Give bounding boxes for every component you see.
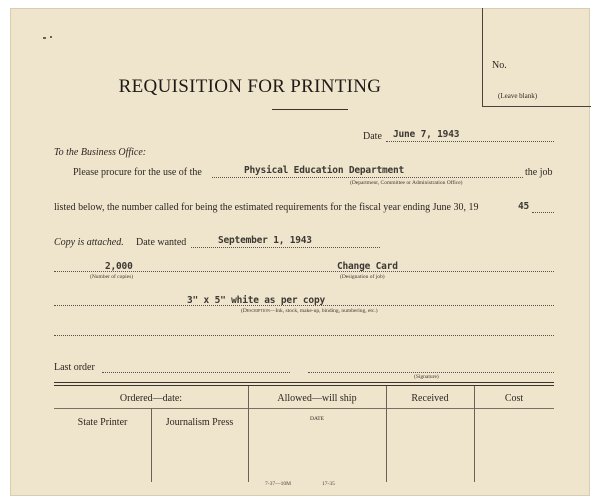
copies-value: 2,000 bbox=[105, 261, 133, 272]
fiscal-year-value: 45 bbox=[518, 201, 530, 212]
copy-attached-label: Copy is attached. bbox=[54, 237, 124, 248]
description-caption bbox=[241, 308, 378, 314]
ordered-date-header: Ordered—date: bbox=[119, 393, 183, 404]
description-caption-head: (Description bbox=[241, 308, 270, 314]
date-line bbox=[386, 141, 554, 142]
last-order-line bbox=[102, 372, 290, 373]
job-caption: (Designation of job) bbox=[340, 274, 385, 280]
signature-caption: (Signature) bbox=[414, 374, 439, 380]
date-wanted-value: September 1, 1943 bbox=[218, 235, 312, 246]
date-wanted-line bbox=[191, 247, 380, 248]
allowed-header: Allowed—will ship bbox=[277, 393, 357, 404]
date-wanted-label: Date wanted bbox=[136, 237, 187, 248]
date-value: June 7, 1943 bbox=[393, 129, 460, 140]
number-label: No. bbox=[492, 60, 507, 71]
extra-description-line bbox=[54, 335, 554, 336]
fiscal-year-sentence: listed below, the number called for being the estimated requirements for the fiscal year ending June 30, 19 bbox=[54, 202, 479, 213]
speck-mark bbox=[50, 36, 52, 38]
form-title: REQUISITION FOR PRINTING bbox=[118, 76, 382, 97]
description-caption-tail: —Ink, stock, make-up, binding, numbering, etc.) bbox=[269, 308, 378, 314]
department-line bbox=[212, 177, 523, 178]
fiscal-year-line bbox=[532, 212, 554, 213]
procure-lead: Please procure for the use of the bbox=[73, 167, 202, 178]
date-label: Date bbox=[363, 131, 382, 142]
allowed-date-label: DATE bbox=[309, 416, 325, 422]
table-top-rule-double bbox=[54, 385, 554, 386]
form-code-left: 7-37—10M bbox=[265, 481, 291, 487]
journalism-press-label: Journalism Press bbox=[165, 417, 234, 428]
job-value: Change Card bbox=[337, 261, 398, 272]
table-header-rule bbox=[54, 408, 554, 409]
state-printer-label: State Printer bbox=[77, 417, 128, 428]
speck-mark bbox=[43, 37, 46, 39]
copies-caption: (Number of copies) bbox=[90, 274, 134, 280]
form-code-right: 17-35 bbox=[322, 481, 335, 487]
requisition-form bbox=[10, 8, 590, 496]
copies-job-line bbox=[54, 271, 554, 272]
description-value: 3" x 5" white as per copy bbox=[187, 295, 325, 306]
department-caption: (Department, Committee or Administration Office) bbox=[350, 180, 463, 186]
received-header: Received bbox=[411, 393, 449, 404]
department-value: Physical Education Department bbox=[244, 165, 405, 176]
addressee-line: To the Business Office: bbox=[54, 147, 147, 158]
title-underline bbox=[272, 109, 348, 110]
cost-header: Cost bbox=[504, 393, 524, 404]
description-line bbox=[54, 305, 554, 306]
last-order-label: Last order bbox=[54, 362, 95, 373]
procure-tail: the job bbox=[525, 167, 553, 178]
signature-line bbox=[308, 372, 554, 373]
leave-blank-note: (Leave blank) bbox=[498, 92, 538, 100]
table-top-rule bbox=[54, 382, 554, 383]
